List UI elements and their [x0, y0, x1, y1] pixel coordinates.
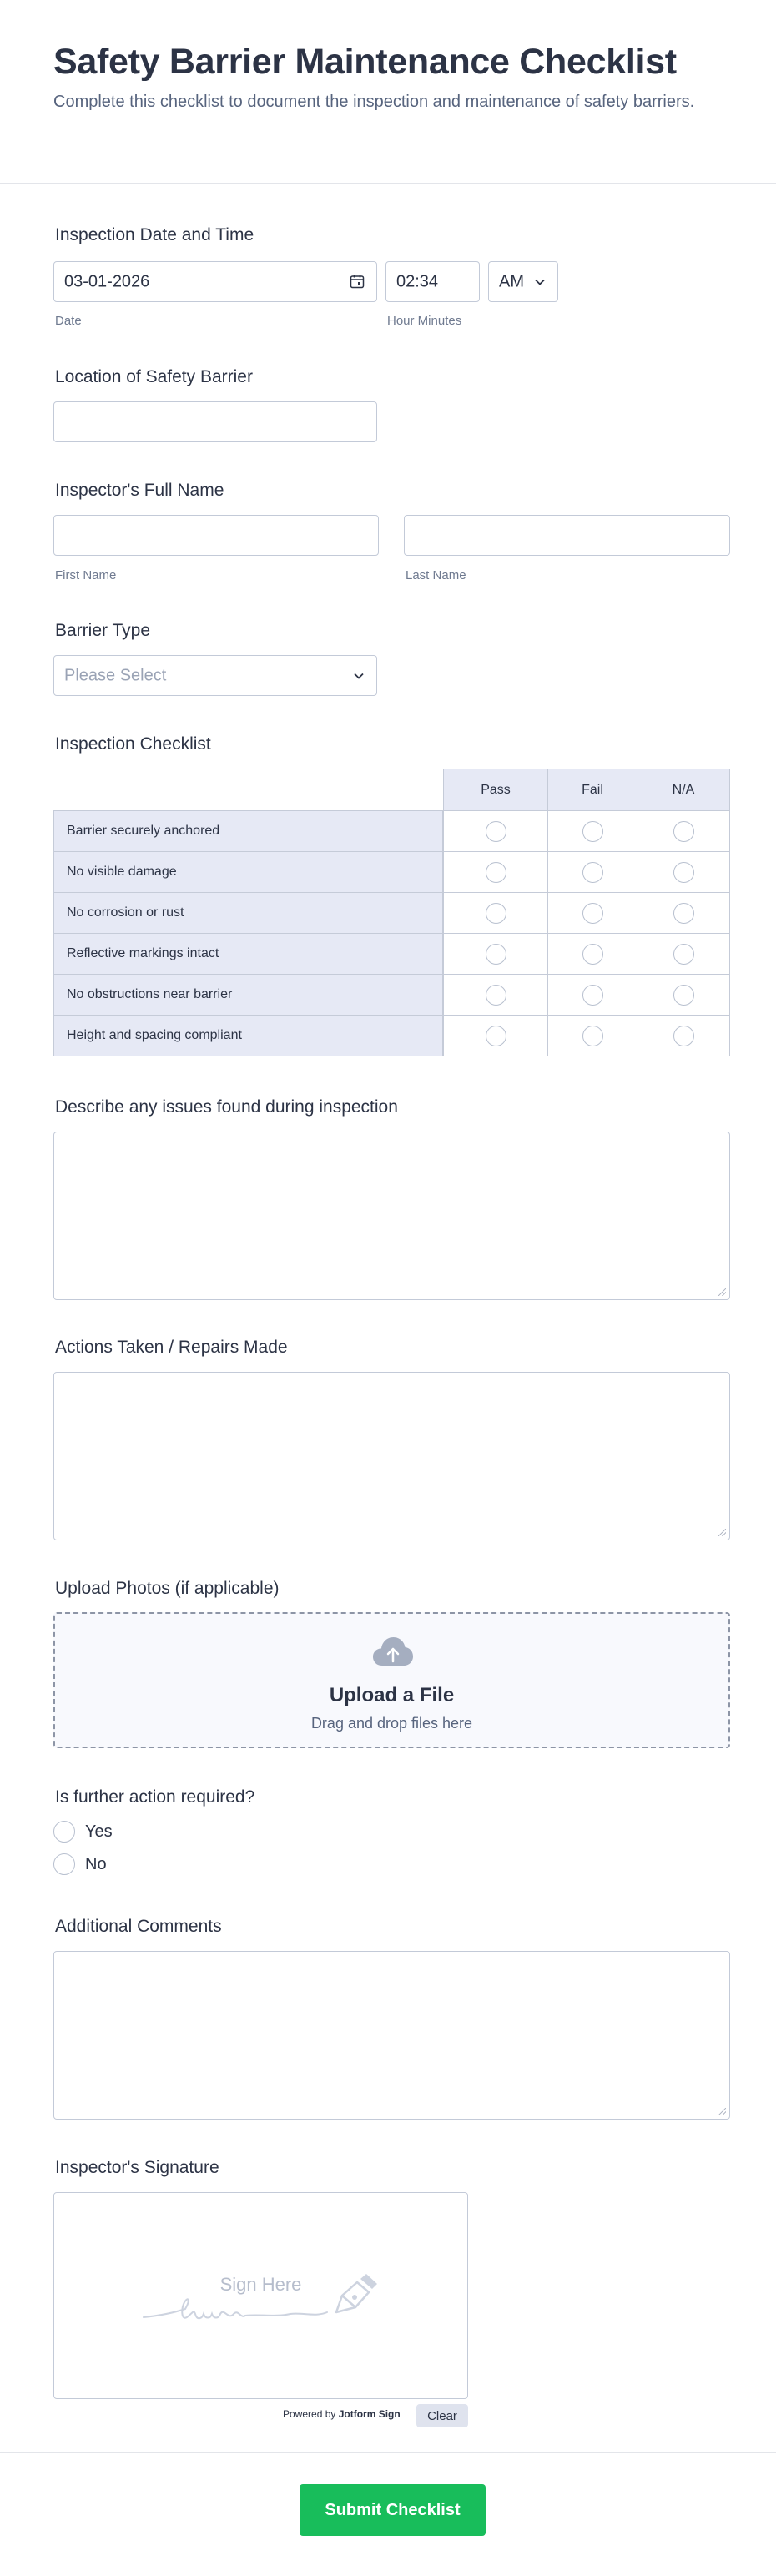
- fail-radio[interactable]: [582, 985, 603, 1006]
- column-header-pass: Pass: [443, 769, 548, 811]
- date-sublabel: Date: [55, 314, 82, 328]
- date-value: 03-01-2026: [64, 272, 150, 290]
- file-upload-dropzone[interactable]: [53, 1612, 730, 1748]
- pass-radio[interactable]: [486, 944, 506, 965]
- form-title: Safety Barrier Maintenance Checklist: [53, 42, 677, 82]
- no-radio[interactable]: [53, 1853, 75, 1875]
- calendar-icon[interactable]: [350, 274, 365, 293]
- cloud-upload-icon: [372, 1636, 414, 1671]
- upload-title: Upload a File: [329, 1684, 455, 1706]
- location-label: Location of Safety Barrier: [55, 367, 253, 386]
- clear-signature-button[interactable]: Clear: [416, 2404, 468, 2427]
- na-radio[interactable]: [673, 903, 694, 924]
- pass-radio[interactable]: [486, 903, 506, 924]
- sign-here-text: Sign Here: [219, 2274, 302, 2295]
- column-header-na: N/A: [637, 769, 730, 811]
- time-value: 02:34: [396, 272, 439, 290]
- comments-textarea[interactable]: [53, 1951, 730, 2120]
- option-yes-label: Yes: [85, 1822, 113, 1841]
- option-no-label: No: [85, 1854, 107, 1873]
- inspector-name-label: Inspector's Full Name: [55, 481, 224, 500]
- barrier-type-placeholder: Please Select: [64, 666, 167, 684]
- row-label: No corrosion or rust: [53, 892, 443, 934]
- pass-radio[interactable]: [486, 862, 506, 883]
- chevron-down-icon: [353, 670, 365, 686]
- comments-label: Additional Comments: [55, 1917, 222, 1936]
- fail-radio[interactable]: [582, 862, 603, 883]
- barrier-type-label: Barrier Type: [55, 621, 150, 640]
- option-yes[interactable]: [53, 1820, 113, 1843]
- pass-radio[interactable]: [486, 821, 506, 842]
- form-footer: [0, 2452, 776, 2576]
- actions-label: Actions Taken / Repairs Made: [55, 1338, 288, 1357]
- na-radio[interactable]: [673, 1026, 694, 1046]
- table-row: [53, 1015, 730, 1056]
- upload-subtitle: Drag and drop files here: [310, 1715, 473, 1732]
- last-name-input[interactable]: [404, 515, 730, 556]
- barrier-type-select[interactable]: [53, 655, 377, 696]
- table-row: [53, 810, 730, 852]
- fail-radio[interactable]: [582, 944, 603, 965]
- table-row: [53, 974, 730, 1016]
- signature-scribble-icon: [142, 2271, 384, 2333]
- issues-textarea[interactable]: [53, 1132, 730, 1300]
- chevron-down-icon: [534, 276, 546, 292]
- fail-radio[interactable]: [582, 1026, 603, 1046]
- submit-button[interactable]: Submit Checklist: [300, 2484, 486, 2536]
- column-header-fail: Fail: [547, 769, 637, 811]
- fail-radio[interactable]: [582, 821, 603, 842]
- inspection-checklist-matrix: [53, 769, 730, 1059]
- pass-radio[interactable]: [486, 1026, 506, 1046]
- time-sublabel: Hour Minutes: [387, 314, 462, 328]
- last-name-sublabel: Last Name: [406, 568, 466, 582]
- resize-handle-icon[interactable]: [718, 1529, 726, 1536]
- table-row: [53, 892, 730, 934]
- signature-label: Inspector's Signature: [55, 2158, 219, 2177]
- form-subtitle: Complete this checklist to document the inspection and maintenance of safety barriers.: [53, 93, 695, 111]
- jotform-sign-brand: Jotform Sign: [338, 2408, 401, 2420]
- row-label: Reflective markings intact: [53, 933, 443, 975]
- row-label: No visible damage: [53, 851, 443, 893]
- ampm-select[interactable]: [488, 261, 558, 302]
- inspection-datetime-label: Inspection Date and Time: [55, 225, 254, 244]
- powered-by-text: Powered by Jotform Sign: [283, 2408, 401, 2420]
- yes-radio[interactable]: [53, 1821, 75, 1843]
- upload-label: Upload Photos (if applicable): [55, 1579, 280, 1598]
- fail-radio[interactable]: [582, 903, 603, 924]
- resize-handle-icon[interactable]: [718, 1288, 726, 1296]
- resize-handle-icon[interactable]: [718, 2108, 726, 2115]
- row-label: No obstructions near barrier: [53, 974, 443, 1016]
- table-row: [53, 933, 730, 975]
- na-radio[interactable]: [673, 821, 694, 842]
- time-input[interactable]: [385, 261, 480, 302]
- row-label: Barrier securely anchored: [53, 810, 443, 852]
- first-name-sublabel: First Name: [55, 568, 117, 582]
- na-radio[interactable]: [673, 985, 694, 1006]
- ampm-value: AM: [499, 272, 524, 290]
- na-radio[interactable]: [673, 944, 694, 965]
- table-row: [53, 851, 730, 893]
- row-label: Height and spacing compliant: [53, 1015, 443, 1056]
- signature-pad[interactable]: [53, 2192, 468, 2399]
- checklist-label: Inspection Checklist: [55, 734, 211, 754]
- first-name-input[interactable]: [53, 515, 379, 556]
- issues-label: Describe any issues found during inspection: [55, 1097, 398, 1117]
- pass-radio[interactable]: [486, 985, 506, 1006]
- location-input[interactable]: [53, 401, 377, 442]
- further-action-label: Is further action required?: [55, 1787, 255, 1807]
- option-no[interactable]: [53, 1853, 107, 1876]
- form-header: [0, 0, 776, 184]
- date-input[interactable]: [53, 261, 377, 302]
- na-radio[interactable]: [673, 862, 694, 883]
- actions-textarea[interactable]: [53, 1372, 730, 1540]
